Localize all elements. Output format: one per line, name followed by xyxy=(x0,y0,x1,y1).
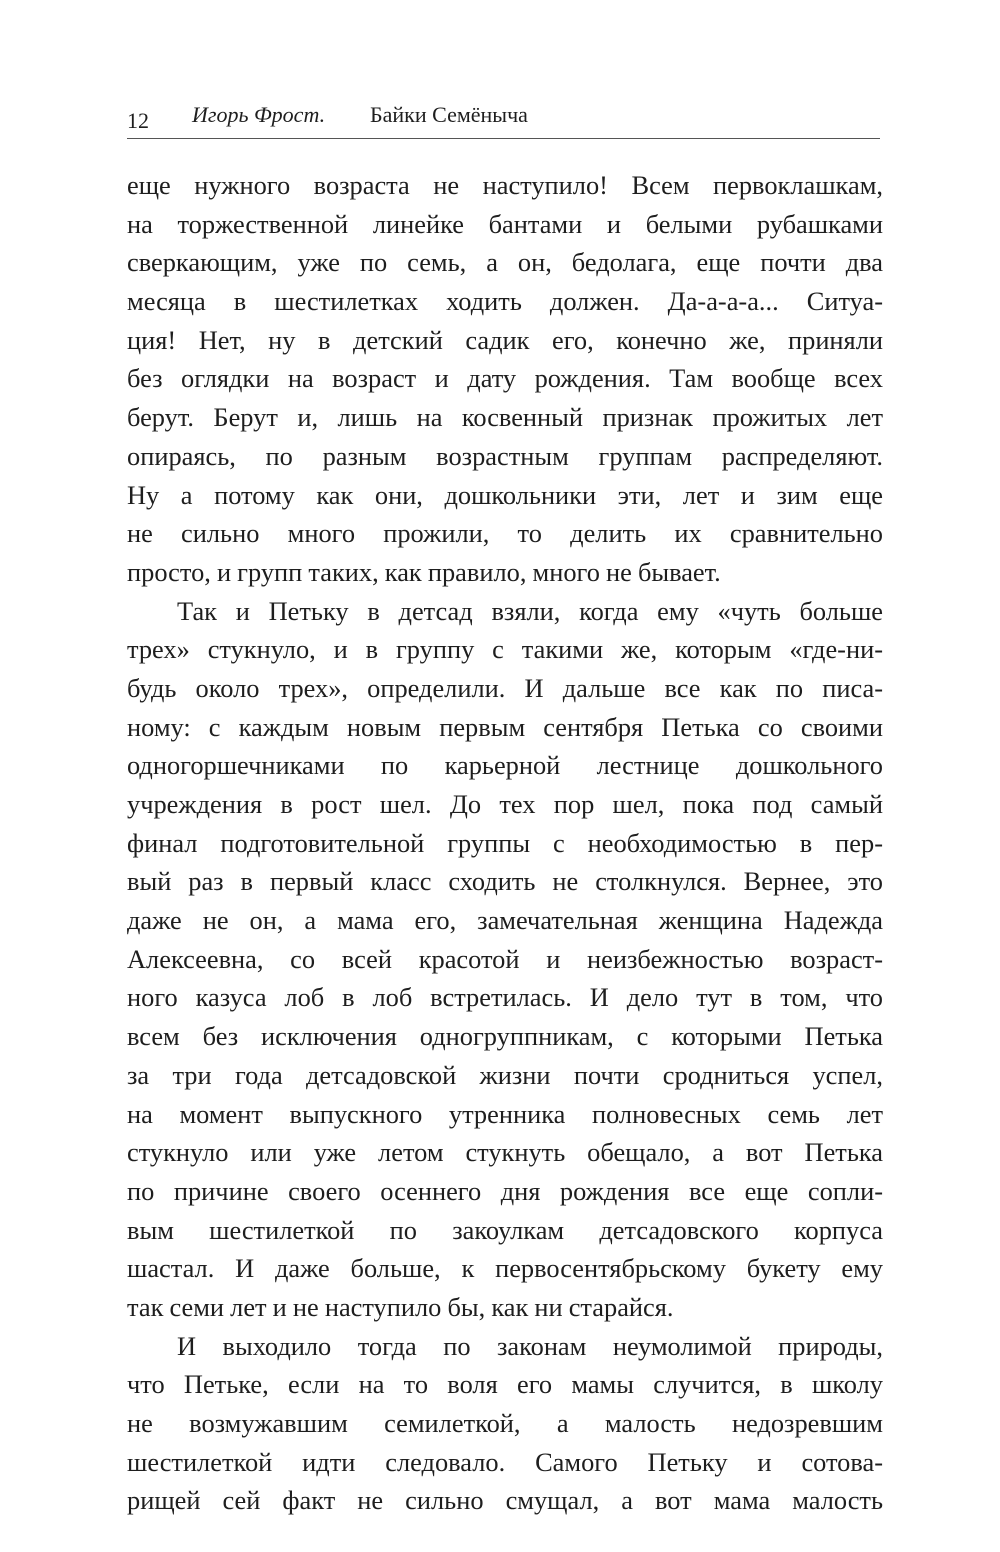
text-line: учреждения в рост шел. До тех пор шел, пока под самый xyxy=(127,789,883,819)
running-head-author: Игорь Фрост. xyxy=(192,102,326,127)
text-line: шестилеткой идти следовало. Самого Петьку и сотова- xyxy=(127,1446,883,1477)
text-line: одногоршечниками по карьерной лестнице дошкольного xyxy=(127,750,883,781)
text-line: берут. Берут и, лишь на косвенный признак прожитых лет xyxy=(127,402,883,433)
text-line: не сильно много прожили, то делить их сравнительно xyxy=(127,518,883,549)
text-line: финал подготовительной группы с необходимостью в пер- xyxy=(127,827,883,858)
text-line: ного казуса лоб в лоб встретилась. И дело тут в том, что xyxy=(127,982,883,1013)
running-head-book-title: Байки Семёныча xyxy=(370,102,528,127)
text-line: ному: с каждым новым первым сентября Петька со своими xyxy=(127,711,883,742)
text-line: еще нужного возраста не наступило! Всем первоклашкам, xyxy=(127,170,883,200)
text-line: стукнуло или уже летом стукнуть обещало, а вот Петька xyxy=(127,1137,883,1168)
text-line: опираясь, по разным возрастным группам распределяют. xyxy=(127,440,883,471)
text-line: рищей сей факт не сильно смущал, а вот мама малость xyxy=(127,1485,883,1516)
text-line: Алексеевна, со всей красотой и неизбежностью возраст- xyxy=(127,943,883,974)
text-line: даже не он, а мама его, замечательная женщина Надежда xyxy=(127,905,883,936)
text-line: И выходило тогда по законам неумолимой природы, xyxy=(177,1330,883,1361)
paragraph xyxy=(127,592,883,1327)
text-line: за три года детсадовской жизни почти сродниться успел, xyxy=(127,1059,883,1090)
text-line: шастал. И даже больше, к первосентябрьскому букету ему xyxy=(127,1253,883,1284)
text-line: Так и Петьку в детсад взяли, когда ему «чуть больше xyxy=(177,595,883,626)
text-line: будь около трех», определили. И дальше все как по писа- xyxy=(127,672,883,703)
text-line: Ну а потому как они, дошкольники эти, лет и зим еще xyxy=(127,479,883,510)
body-text xyxy=(127,166,883,1520)
text-line: месяца в шестилетках ходить должен. Да-а-а-а... Ситуа- xyxy=(127,286,883,317)
text-line: не возмужавшим семилеткой, а малость недозревшим xyxy=(127,1408,883,1438)
paragraph xyxy=(127,1327,883,1520)
text-line: на торжественной линейке бантами и белыми рубашками xyxy=(127,208,883,239)
text-line: так семи лет и не наступило бы, как ни старайся. xyxy=(127,1291,674,1322)
paragraph xyxy=(127,166,883,592)
text-line: по причине своего осеннего дня рождения все еще сопли- xyxy=(127,1175,883,1206)
text-line: без оглядки на возраст и дату рождения. Там вообще всех xyxy=(127,363,883,394)
page-number: 12 xyxy=(127,108,149,133)
text-line: на момент выпускного утренника полновесных семь лет xyxy=(127,1098,883,1129)
text-line: вый раз в первый класс сходить не столкнулся. Вернее, это xyxy=(127,866,883,897)
text-line: сверкающим, уже по семь, а он, бедолага, еще почти два xyxy=(127,247,883,278)
text-line: ция! Нет, ну в детский садик его, конечно же, приняли xyxy=(127,324,883,355)
text-line: что Петьке, если на то воля его мамы случится, в школу xyxy=(127,1369,883,1400)
text-line: трех» стукнуло, и в группу с такими же, которым «где-ни- xyxy=(127,634,883,665)
text-line: вым шестилеткой по закоулкам детсадовского корпуса xyxy=(127,1214,883,1245)
text-line: просто, и групп таких, как правило, много не бывает. xyxy=(127,556,721,587)
running-head xyxy=(127,100,880,139)
text-line: всем без исключения одногруппникам, с которыми Петька xyxy=(127,1021,883,1052)
